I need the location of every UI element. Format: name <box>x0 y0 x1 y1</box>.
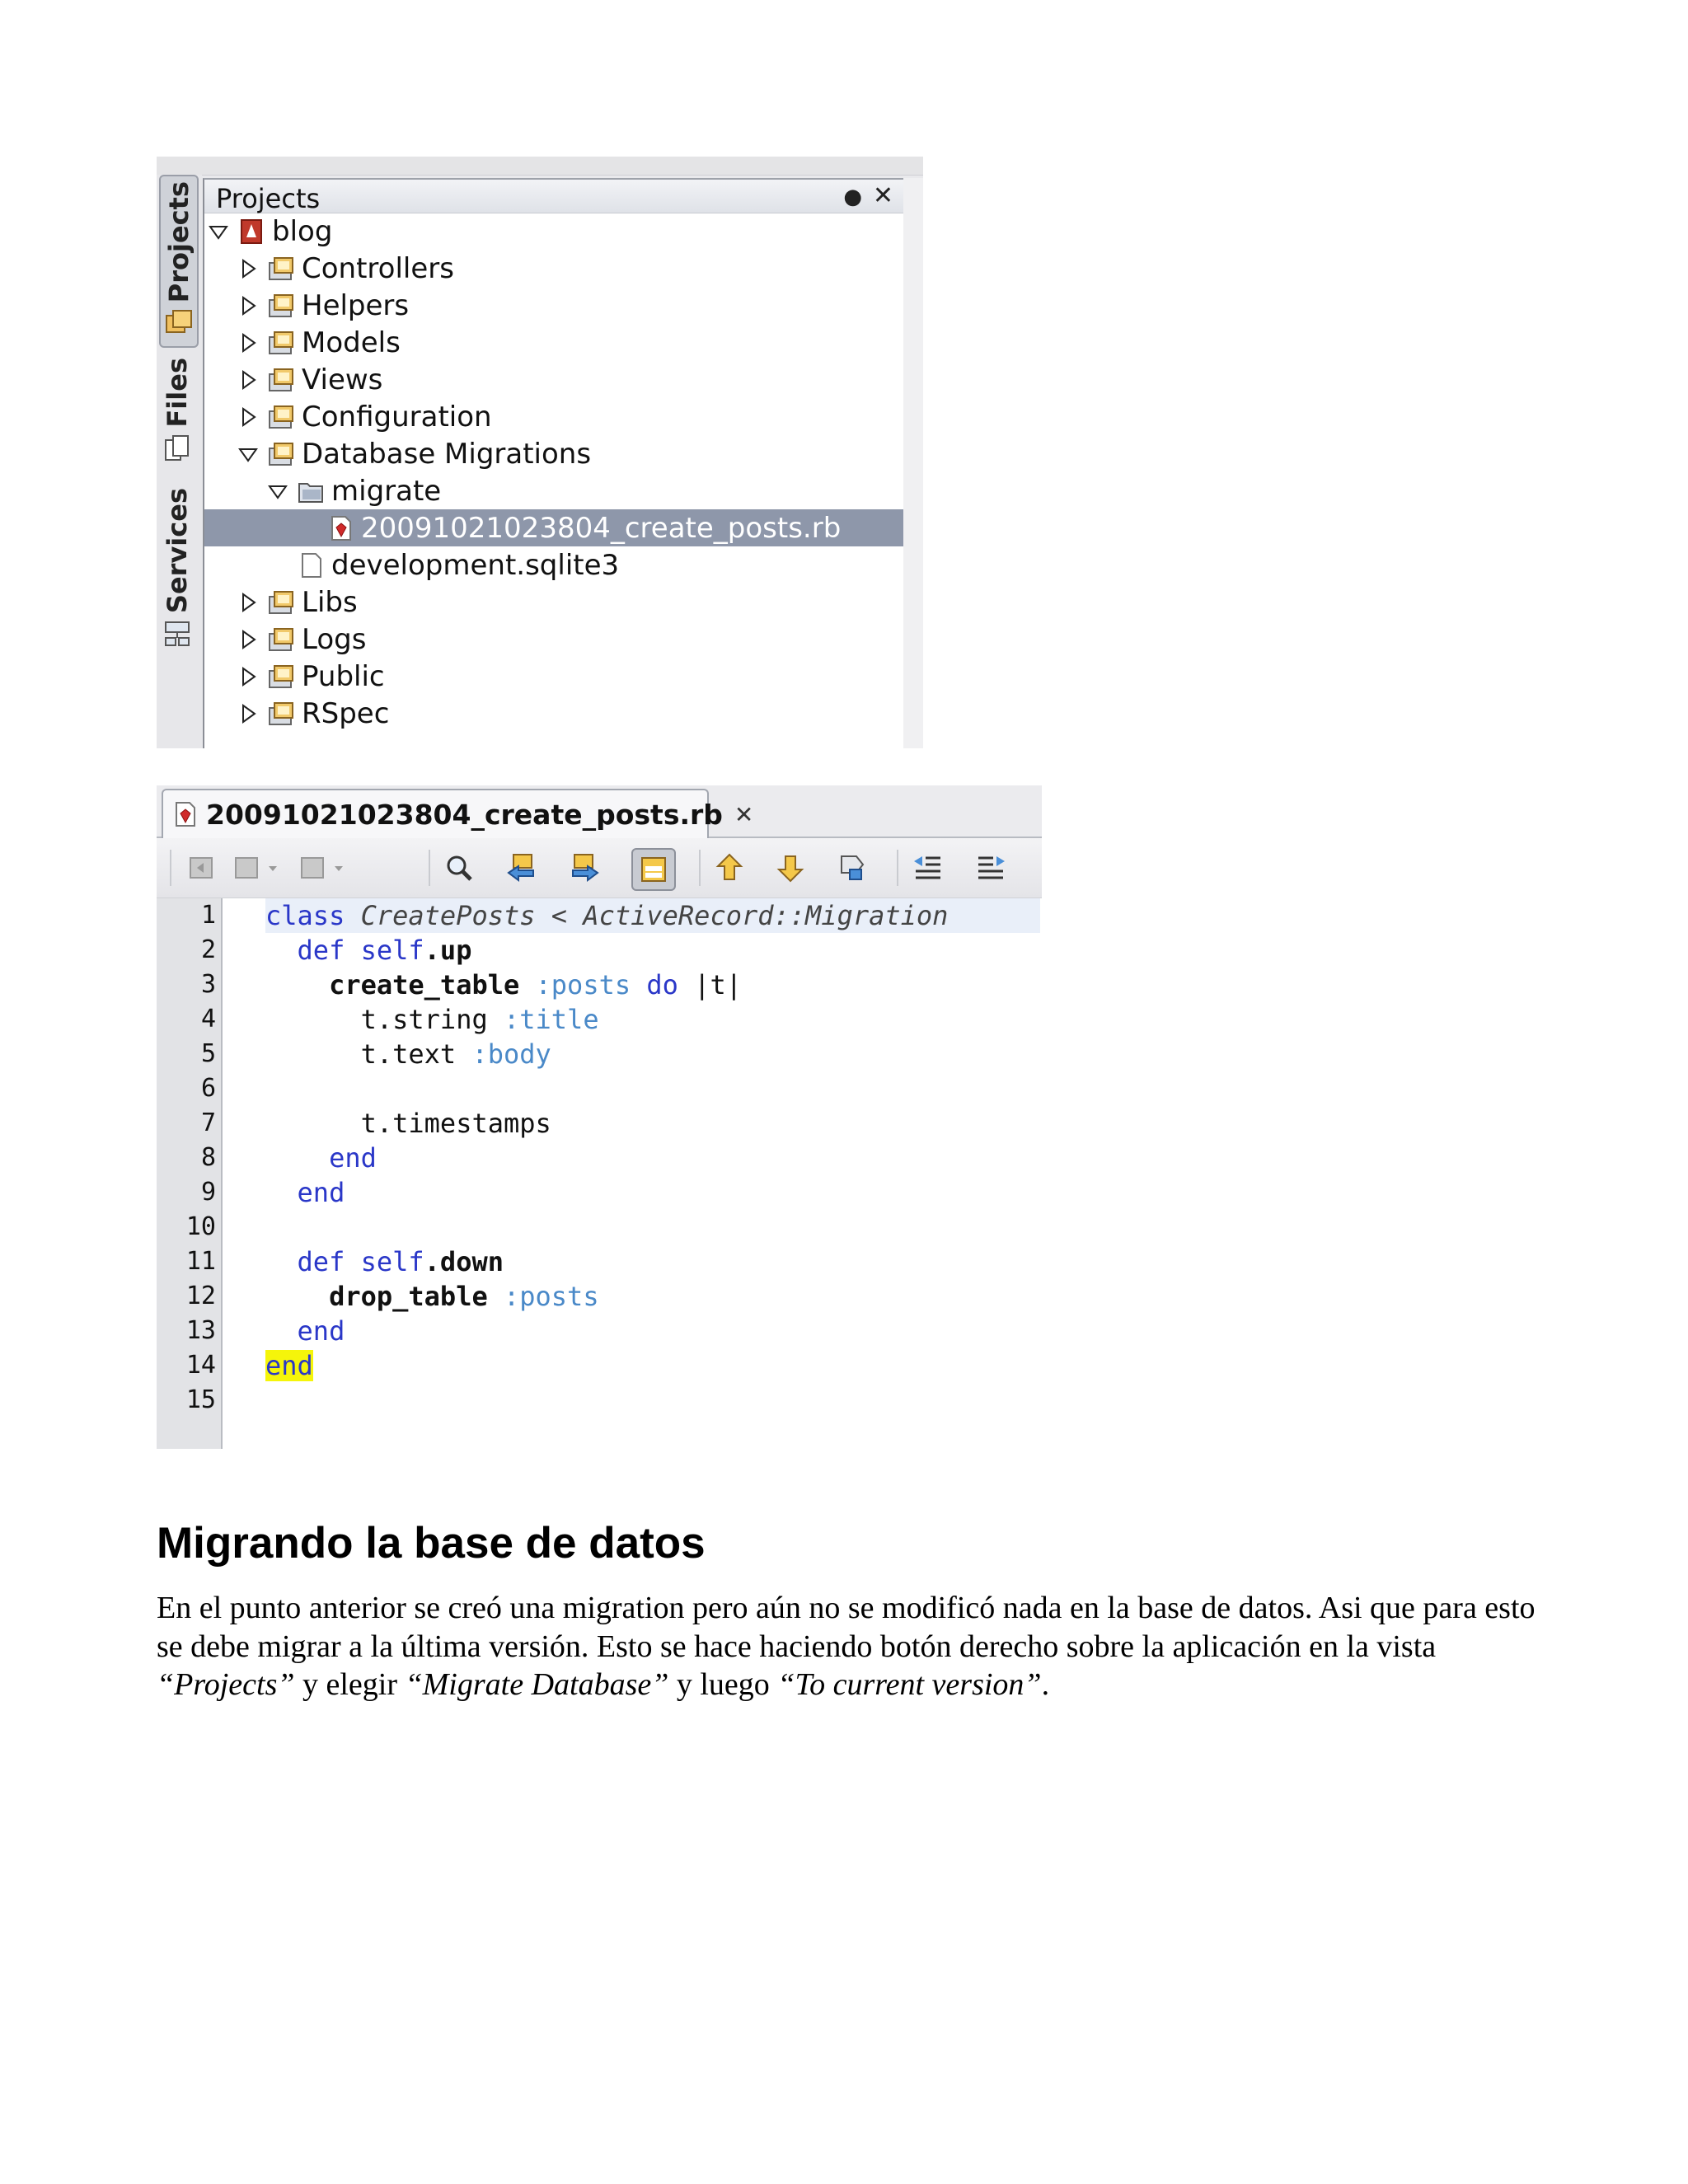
collapsed-triangle-icon[interactable] <box>237 258 259 279</box>
tree-item[interactable] <box>204 287 905 324</box>
matched-keyword-token: end <box>265 1350 313 1381</box>
editor-tab-bar <box>157 785 1042 838</box>
background-window-edge <box>903 178 923 748</box>
line-number: 13 <box>185 1316 216 1345</box>
class-name-token: CreatePosts < ActiveRecord::Migration <box>360 900 949 931</box>
editor-tab-create-posts[interactable] <box>162 789 754 838</box>
code-line-1 <box>265 898 1040 933</box>
package-folder-icon <box>267 405 295 429</box>
method-name-token: .down <box>424 1246 504 1277</box>
tree-item[interactable] <box>204 695 905 732</box>
previous-bookmark-icon[interactable] <box>709 848 750 888</box>
side-tab-projects[interactable] <box>159 175 199 348</box>
projects-tree-panel <box>203 178 907 748</box>
package-folder-icon <box>267 330 295 355</box>
collapsed-triangle-icon[interactable] <box>237 406 259 428</box>
tree-item-label: 20091021023804_create_posts.rb <box>361 511 842 545</box>
tree-item[interactable] <box>204 361 905 398</box>
paragraph-text: y elegir <box>294 1667 406 1702</box>
find-previous-icon[interactable] <box>501 848 542 888</box>
code-line-3 <box>265 968 742 1002</box>
tree-spacer <box>297 518 318 539</box>
forward-dropdown-icon[interactable] <box>297 848 354 888</box>
services-icon <box>163 620 191 648</box>
quoted-to-current-version: “To current version” <box>777 1667 1042 1702</box>
tree-item-label: development.sqlite3 <box>331 548 620 582</box>
next-bookmark-icon[interactable] <box>770 848 811 888</box>
tree-item[interactable] <box>204 213 905 250</box>
code-line-13 <box>265 1314 345 1348</box>
code-editor[interactable] <box>223 898 1042 1449</box>
package-folder-icon <box>267 256 295 281</box>
package-folder-icon <box>267 627 295 652</box>
quoted-projects: “Projects” <box>157 1667 295 1702</box>
tree-item-label: RSpec <box>302 696 390 730</box>
tree-item[interactable] <box>204 398 905 435</box>
toolbar-separator <box>429 850 430 886</box>
code-line-8 <box>265 1141 377 1175</box>
paragraph-text: En el punto anterior se creó una migration pero aún no se modificó nada en la base de datos. Asi que para esto se debe migrar a la última versión. Esto se hace haciendo botón derecho sobre la aplicación en la vista <box>157 1591 1536 1664</box>
ruby-file-icon <box>326 516 354 541</box>
code-line-5 <box>265 1037 551 1071</box>
symbol-token: :body <box>471 1038 551 1070</box>
code-line-2 <box>265 933 471 968</box>
quoted-migrate-database: “Migrate Database” <box>405 1667 669 1702</box>
package-folder-icon <box>267 368 295 392</box>
tree-item[interactable] <box>204 435 905 472</box>
toggle-bookmark-icon[interactable] <box>831 848 872 888</box>
package-folder-icon <box>267 664 295 689</box>
collapsed-triangle-icon[interactable] <box>237 295 259 316</box>
package-folder-icon <box>267 701 295 726</box>
line-number: 2 <box>200 935 216 964</box>
tree-item-label: blog <box>272 214 333 248</box>
line-number: 8 <box>200 1143 216 1172</box>
package-folder-icon <box>267 590 295 615</box>
projects-icon <box>165 309 193 337</box>
self-token: self <box>360 1246 424 1277</box>
method-call-token: t.text <box>360 1038 457 1070</box>
panel-minimize-dot-icon[interactable]: ● <box>843 185 862 209</box>
line-number: 11 <box>185 1247 216 1276</box>
side-tab-files-label: Files <box>162 358 193 428</box>
editor-tab-close-icon[interactable]: ✕ <box>734 800 754 828</box>
find-next-icon[interactable] <box>564 848 605 888</box>
editor-toolbar <box>157 838 1042 898</box>
paragraph-text: . <box>1041 1667 1050 1702</box>
panel-close-icon[interactable]: ✕ <box>872 181 893 210</box>
find-icon[interactable] <box>438 848 480 888</box>
files-icon <box>163 434 191 462</box>
code-line-11 <box>265 1244 504 1279</box>
method-call-token: t.timestamps <box>360 1108 551 1139</box>
expanded-triangle-icon[interactable] <box>267 480 288 502</box>
method-name-token: .up <box>424 935 472 966</box>
toolbar-separator <box>170 850 171 886</box>
line-number: 4 <box>200 1005 216 1033</box>
collapsed-triangle-icon[interactable] <box>237 369 259 391</box>
side-tab-services-label: Services <box>162 488 193 614</box>
tree-item-label: migrate <box>331 474 442 508</box>
shift-line-right-icon[interactable] <box>971 848 1012 888</box>
keyword-token: do <box>646 969 678 1001</box>
tree-item-label: Logs <box>302 622 367 656</box>
code-line-12 <box>265 1279 599 1314</box>
projects-panel-header <box>204 180 905 213</box>
side-tab-files[interactable] <box>159 358 195 462</box>
collapsed-triangle-icon[interactable] <box>237 666 259 687</box>
tree-item[interactable] <box>204 583 905 621</box>
line-number: 10 <box>185 1212 216 1241</box>
code-line-4 <box>265 1002 599 1037</box>
toolbar-separator <box>699 850 701 886</box>
back-history-icon[interactable] <box>181 848 223 888</box>
tree-item-label: Controllers <box>302 251 454 285</box>
expanded-triangle-icon[interactable] <box>208 221 229 242</box>
symbol-token: :posts <box>535 969 631 1001</box>
line-number: 7 <box>200 1108 216 1137</box>
package-folder-icon <box>267 293 295 318</box>
code-line-14 <box>265 1348 313 1383</box>
method-call-token: create_table <box>329 969 520 1001</box>
tree-item[interactable] <box>204 472 905 509</box>
keyword-token: end <box>297 1177 345 1208</box>
toggle-highlight-search-icon[interactable] <box>631 848 676 891</box>
expanded-triangle-icon[interactable] <box>237 443 259 465</box>
block-param-token: |t| <box>694 969 742 1001</box>
code-line-7 <box>265 1106 551 1141</box>
code-line-9 <box>265 1175 345 1210</box>
self-token: self <box>360 935 424 966</box>
keyword-token: class <box>265 900 345 931</box>
keyword-token: end <box>329 1142 377 1174</box>
line-number: 5 <box>200 1039 216 1068</box>
keyword-token: def <box>297 935 345 966</box>
collapsed-triangle-icon[interactable] <box>237 629 259 650</box>
side-tab-services[interactable] <box>159 488 195 648</box>
editor-screenshot <box>157 785 1042 1449</box>
symbol-token: :posts <box>503 1281 599 1312</box>
line-number-gutter <box>157 898 223 1449</box>
tree-item[interactable] <box>204 324 905 361</box>
tree-item-label: Views <box>302 363 383 396</box>
tree-item[interactable] <box>204 621 905 658</box>
side-tab-strip <box>157 175 202 748</box>
tree-item[interactable] <box>204 546 905 583</box>
keyword-token: def <box>297 1246 345 1277</box>
line-number: 6 <box>200 1074 216 1103</box>
line-number: 14 <box>185 1351 216 1380</box>
section-heading: Migrando la base de datos <box>157 1519 706 1568</box>
tree-spacer <box>267 555 288 576</box>
toolbar-separator <box>897 850 898 886</box>
tree-item-label: Database Migrations <box>302 437 592 471</box>
ruby-project-icon <box>237 219 265 244</box>
tree-item-label: Helpers <box>302 288 410 322</box>
tree-item[interactable] <box>204 509 905 546</box>
editor-tab-label: 20091021023804_create_posts.rb <box>206 798 723 831</box>
back-dropdown-icon[interactable] <box>231 848 288 888</box>
paragraph-text: y luego <box>668 1667 778 1702</box>
line-number: 12 <box>185 1282 216 1310</box>
method-call-token: t.string <box>360 1004 488 1035</box>
method-call-token: drop_table <box>329 1281 488 1312</box>
file-icon <box>297 553 325 578</box>
projects-panel-title: Projects <box>216 183 321 214</box>
ruby-file-icon <box>171 802 199 827</box>
collapsed-triangle-icon[interactable] <box>237 703 259 724</box>
line-number: 3 <box>200 970 216 999</box>
section-paragraph <box>157 1589 1541 1704</box>
keyword-token: end <box>297 1315 345 1347</box>
window-top-edge <box>157 157 923 176</box>
collapsed-triangle-icon[interactable] <box>237 332 259 354</box>
tree-item-label: Public <box>302 659 385 693</box>
tree-item[interactable] <box>204 658 905 695</box>
tree-item-label: Configuration <box>302 400 492 434</box>
tree-item-label: Libs <box>302 585 358 619</box>
shift-line-left-icon[interactable] <box>907 848 948 888</box>
folder-icon <box>297 479 325 504</box>
tree-item-label: Models <box>302 326 401 359</box>
projects-panel-screenshot <box>157 157 923 748</box>
package-folder-icon <box>267 442 295 466</box>
line-number: 15 <box>185 1385 216 1414</box>
tree-item[interactable] <box>204 250 905 287</box>
collapsed-triangle-icon[interactable] <box>237 592 259 613</box>
symbol-token: :title <box>503 1004 599 1035</box>
line-number: 1 <box>200 901 216 930</box>
line-number: 9 <box>200 1178 216 1207</box>
side-tab-projects-label: Projects <box>163 181 195 303</box>
